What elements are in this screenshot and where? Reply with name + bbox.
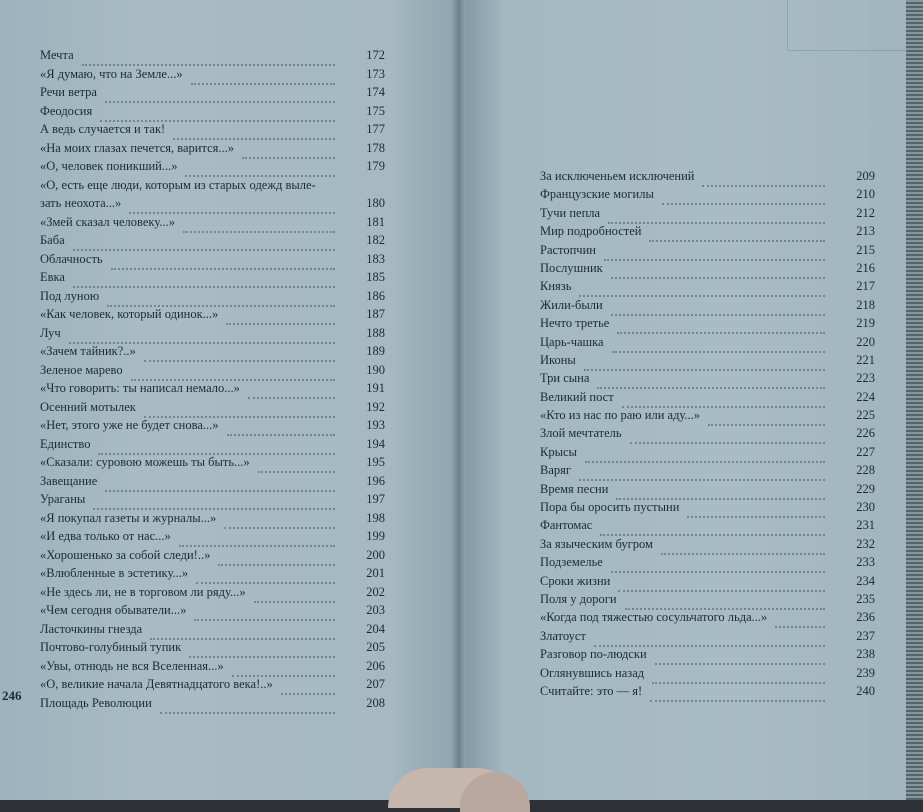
toc-entry xyxy=(540,277,875,295)
toc-entry-title: Подземелье xyxy=(540,555,603,570)
toc-entry-title: Разговор по-людски xyxy=(540,647,647,662)
toc-entry-page: 212 xyxy=(856,205,875,220)
toc-entry-title: «О, великие начала Девятнадцатого века!..» xyxy=(40,677,273,691)
toc-leader-dots xyxy=(218,546,335,566)
toc-entry-page: 213 xyxy=(856,224,875,239)
toc-entry xyxy=(540,443,875,461)
toc-entry-page: 207 xyxy=(366,677,385,691)
toc-entry xyxy=(540,222,875,240)
toc-entry xyxy=(540,498,875,516)
toc-entry xyxy=(40,657,385,676)
toc-entry-page: 220 xyxy=(856,334,875,349)
toc-leader-dots xyxy=(185,157,335,177)
toc-leader-dots xyxy=(242,139,335,159)
toc-leader-dots xyxy=(281,675,335,695)
toc-entry-title: Почтово-голубиный тупик xyxy=(40,640,182,654)
toc-entry-page: 234 xyxy=(856,573,875,588)
toc-entry-page: 188 xyxy=(366,325,385,340)
toc-entry xyxy=(40,83,385,102)
toc-entry xyxy=(40,102,385,121)
toc-entry-page: 181 xyxy=(366,214,385,229)
toc-leader-dots xyxy=(107,287,335,307)
toc-entry-title: Три сына xyxy=(540,371,590,386)
toc-entry-title: «Я покупал газеты и журналы...» xyxy=(40,510,217,525)
toc-entry xyxy=(540,480,875,498)
toc-entry-page: 221 xyxy=(856,352,875,367)
toc-entry-title: Князь xyxy=(540,279,572,294)
toc-entry xyxy=(540,369,875,387)
toc-entry-title: Нечто третье xyxy=(540,316,610,331)
toc-leader-dots xyxy=(622,388,825,408)
toc-entry xyxy=(40,398,385,417)
toc-entry-title: Речи ветра xyxy=(40,85,97,99)
toc-leader-dots xyxy=(73,231,335,251)
toc-entry-page: 177 xyxy=(366,122,385,136)
toc-leader-dots xyxy=(183,213,335,233)
toc-leader-dots xyxy=(597,369,825,389)
toc-entry-page: 217 xyxy=(856,279,875,294)
book-spine xyxy=(452,0,466,800)
toc-entry-title: «Не здесь ли, не в торговом ли ряду...» xyxy=(40,584,246,599)
toc-entry xyxy=(40,176,385,195)
toc-entry-title: Мечта xyxy=(40,48,74,62)
toc-entry xyxy=(540,241,875,259)
toc-entry xyxy=(40,157,385,176)
toc-entry-page: 236 xyxy=(856,610,875,625)
toc-entry-page: 185 xyxy=(366,270,385,284)
toc-entry-title: Зеленое марево xyxy=(40,362,123,377)
toc-leader-dots xyxy=(649,222,825,242)
toc-entry-title: «Увы, отнюдь не вся Вселенная...» xyxy=(40,658,224,673)
toc-entry-title: Пора бы оросить пустыни xyxy=(540,500,680,515)
toc-entry xyxy=(40,213,385,232)
toc-leader-dots xyxy=(585,443,825,463)
toc-entry-title: Ласточкины гнезда xyxy=(40,621,143,636)
toc-entry-title: Баба xyxy=(40,233,65,247)
toc-entry xyxy=(40,120,385,139)
toc-leader-dots xyxy=(173,120,335,140)
toc-entry-page: 226 xyxy=(856,426,875,441)
toc-entry-title: Единство xyxy=(40,436,91,451)
toc-entry-title: За языческим бугром xyxy=(540,536,653,551)
toc-leader-dots xyxy=(650,682,825,702)
toc-entry xyxy=(540,590,875,608)
toc-entry-title: «Когда под тяжестью сосульчатого льда...» xyxy=(540,610,768,625)
toc-leader-dots xyxy=(775,608,825,628)
toc-entry-title: Площадь Революции xyxy=(40,695,152,710)
toc-entry-title: Послушник xyxy=(540,260,603,275)
toc-left-column xyxy=(40,46,385,712)
toc-leader-dots xyxy=(254,583,335,603)
toc-entry-page: 182 xyxy=(366,233,385,247)
toc-entry-page: 237 xyxy=(856,628,875,643)
toc-entry-title: Под луною xyxy=(40,288,100,303)
toc-entry-page: 228 xyxy=(856,463,875,478)
toc-entry-page: 231 xyxy=(856,518,875,533)
toc-leader-dots xyxy=(687,498,825,518)
toc-leader-dots xyxy=(194,601,335,621)
toc-entry xyxy=(540,645,875,663)
toc-entry xyxy=(40,416,385,435)
toc-entry-title: «И едва только от нас...» xyxy=(40,529,171,543)
toc-entry-title: «На моих глазах печется, варится...» xyxy=(40,140,235,155)
toc-entry-page: 232 xyxy=(856,536,875,551)
toc-entry-page: 199 xyxy=(366,529,385,543)
toc-entry-page: 178 xyxy=(366,140,385,155)
toc-entry-title: Луч xyxy=(40,325,61,340)
toc-entry-page: 186 xyxy=(366,288,385,303)
toc-entry-page: 209 xyxy=(856,169,875,183)
toc-entry xyxy=(40,638,385,657)
toc-entry xyxy=(540,333,875,351)
toc-entry-page: 193 xyxy=(366,418,385,432)
toc-entry xyxy=(40,453,385,472)
toc-entry-title: зать неохота...» xyxy=(40,196,122,210)
toc-entry xyxy=(40,305,385,324)
toc-leader-dots xyxy=(160,694,335,714)
toc-entry-title: Злой мечтатель xyxy=(540,426,622,441)
toc-entry-title: Великий пост xyxy=(540,389,614,404)
toc-entry-title: Мир подробностей xyxy=(540,224,642,239)
toc-entry-title: «Змей сказал человеку...» xyxy=(40,214,175,229)
toc-entry-title: «Сказали: суровою можешь ты быть...» xyxy=(40,455,250,469)
toc-entry xyxy=(540,406,875,424)
toc-entry xyxy=(40,546,385,565)
toc-entry-title: Облачность xyxy=(40,251,103,266)
toc-leader-dots xyxy=(579,461,825,481)
toc-leader-dots xyxy=(227,416,335,436)
toc-entry-title: «Что говорить: ты написал немало...» xyxy=(40,381,240,395)
toc-leader-dots xyxy=(191,65,335,85)
toc-leader-dots xyxy=(82,46,335,66)
toc-leader-dots xyxy=(69,324,335,344)
toc-entry-page: 210 xyxy=(856,187,875,202)
toc-entry xyxy=(40,583,385,602)
toc-entry xyxy=(540,461,875,479)
toc-entry xyxy=(40,620,385,639)
toc-entry-page: 205 xyxy=(366,640,385,654)
toc-entry-page: 196 xyxy=(366,473,385,488)
toc-leader-dots xyxy=(111,250,335,270)
toc-entry-page: 179 xyxy=(366,159,385,173)
toc-entry xyxy=(540,553,875,571)
toc-leader-dots xyxy=(129,194,335,214)
toc-entry-page: 173 xyxy=(366,66,385,81)
toc-entry-page: 227 xyxy=(856,444,875,459)
toc-entry-page: 191 xyxy=(366,381,385,395)
toc-entry-title: Считайте: это — я! xyxy=(540,683,643,698)
toc-leader-dots xyxy=(611,296,825,316)
toc-entry-page: 229 xyxy=(856,481,875,496)
toc-entry-title: Златоуст xyxy=(540,628,586,643)
toc-entry-page: 235 xyxy=(856,591,875,606)
toc-entry-page: 206 xyxy=(366,658,385,673)
toc-entry-page: 187 xyxy=(366,307,385,321)
toc-entry-page: 233 xyxy=(856,555,875,570)
toc-entry-page: 224 xyxy=(856,389,875,404)
toc-entry xyxy=(40,46,385,65)
toc-entry-title: Феодосия xyxy=(40,103,93,118)
toc-leader-dots xyxy=(604,241,825,261)
toc-entry xyxy=(540,167,875,185)
toc-entry-title: Жили-были xyxy=(540,297,603,312)
toc-entry-title: «О, человек поникший...» xyxy=(40,159,178,173)
toc-entry-page: 215 xyxy=(856,242,875,257)
toc-leader-dots xyxy=(608,204,825,224)
toc-entry-title: «Влюбленные в эстетику...» xyxy=(40,566,189,580)
toc-entry-title: Иконы xyxy=(540,352,576,367)
toc-entry-title: Завещание xyxy=(40,473,98,488)
toc-leader-dots xyxy=(189,638,335,658)
toc-entry xyxy=(40,601,385,620)
toc-entry-title: «Хорошенько за собой следи!..» xyxy=(40,547,211,562)
toc-leader-dots xyxy=(248,379,335,399)
toc-leader-dots xyxy=(611,259,825,279)
toc-entry-title: «Я думаю, что на Земле...» xyxy=(40,66,183,81)
toc-entry-page: 239 xyxy=(856,665,875,680)
toc-leader-dots xyxy=(105,83,335,103)
toc-entry xyxy=(540,185,875,203)
toc-entry-title: Время песни xyxy=(540,481,609,496)
toc-entry xyxy=(40,342,385,361)
toc-entry-page: 180 xyxy=(366,196,385,210)
toc-right-column xyxy=(540,167,875,700)
toc-leader-dots xyxy=(617,314,825,334)
library-stamp xyxy=(787,0,908,51)
toc-entry-page: 216 xyxy=(856,260,875,275)
toc-entry-page: 225 xyxy=(856,408,875,423)
toc-entry-title: «О, есть еще люди, которым из старых одежд выле- xyxy=(40,177,316,192)
toc-entry-title: «Нет, этого уже не будет снова...» xyxy=(40,418,219,432)
toc-entry-title: «Зачем тайник?..» xyxy=(40,344,136,358)
toc-leader-dots xyxy=(258,453,335,473)
toc-entry-page: 219 xyxy=(856,316,875,331)
toc-entry-title: Фантомас xyxy=(540,518,593,533)
toc-entry xyxy=(40,435,385,454)
toc-entry xyxy=(540,296,875,314)
toc-entry-title: Крысы xyxy=(540,444,577,459)
toc-entry-title: Растопчин xyxy=(540,242,596,257)
toc-entry-page: 172 xyxy=(366,48,385,62)
toc-entry-title: «Как человек, который одинок...» xyxy=(40,307,219,321)
toc-entry-title: За исключеньем исключений xyxy=(540,169,695,183)
toc-entry-page: 208 xyxy=(366,695,385,710)
toc-leader-dots xyxy=(131,361,335,381)
toc-entry-title: А ведь случается и так! xyxy=(40,122,166,136)
toc-entry-title: «Чем сегодня обыватели...» xyxy=(40,603,187,617)
toc-leader-dots xyxy=(179,527,335,547)
toc-entry xyxy=(40,65,385,84)
toc-entry-title: Ураганы xyxy=(40,492,86,506)
toc-leader-dots xyxy=(616,480,825,500)
toc-entry xyxy=(540,664,875,682)
toc-leader-dots xyxy=(100,102,335,122)
toc-entry-page: 202 xyxy=(366,584,385,599)
toc-entry-page: 189 xyxy=(366,344,385,358)
toc-entry xyxy=(40,472,385,491)
toc-entry-title: Сроки жизни xyxy=(540,573,611,588)
book-page-edges xyxy=(906,0,923,800)
toc-leader-dots xyxy=(630,424,825,444)
toc-leader-dots xyxy=(226,305,335,325)
toc-entry-page: 200 xyxy=(366,547,385,562)
toc-entry xyxy=(40,139,385,158)
toc-leader-dots xyxy=(584,351,825,371)
toc-leader-dots xyxy=(661,535,825,555)
toc-leader-dots xyxy=(144,342,335,362)
toc-leader-dots xyxy=(625,590,825,610)
toc-leader-dots xyxy=(600,516,825,536)
toc-entry-title: Тучи пепла xyxy=(540,205,601,220)
toc-entry-page: 204 xyxy=(366,621,385,636)
toc-leader-dots xyxy=(662,185,825,205)
toc-entry xyxy=(40,231,385,250)
toc-entry xyxy=(40,361,385,380)
toc-entry xyxy=(540,516,875,534)
toc-entry-page: 240 xyxy=(856,683,875,698)
toc-leader-dots xyxy=(579,277,825,297)
toc-leader-dots xyxy=(150,620,335,640)
toc-entry-page: 192 xyxy=(366,399,385,414)
toc-leader-dots xyxy=(618,572,825,592)
toc-entry-page: 194 xyxy=(366,436,385,451)
toc-entry xyxy=(540,627,875,645)
toc-leader-dots xyxy=(196,564,335,584)
toc-entry xyxy=(40,268,385,287)
toc-entry xyxy=(40,250,385,269)
toc-entry-page: 201 xyxy=(366,566,385,580)
toc-entry xyxy=(540,314,875,332)
page-number: 246 xyxy=(2,688,22,703)
toc-leader-dots xyxy=(105,472,335,492)
toc-entry-title: Поля у дороги xyxy=(540,591,617,606)
toc-entry xyxy=(540,351,875,369)
toc-entry-page: 183 xyxy=(366,251,385,266)
toc-entry xyxy=(540,259,875,277)
toc-entry-title: Французские могилы xyxy=(540,187,654,202)
toc-entry xyxy=(540,608,875,626)
toc-entry-page: 218 xyxy=(856,297,875,312)
toc-leader-dots xyxy=(594,627,825,647)
toc-leader-dots xyxy=(232,657,335,677)
toc-leader-dots xyxy=(611,553,825,573)
toc-leader-dots xyxy=(655,645,825,665)
toc-entry-title: «Кто из нас по раю или аду...» xyxy=(540,408,701,423)
toc-leader-dots xyxy=(93,490,335,510)
toc-leader-dots xyxy=(98,435,335,455)
toc-entry xyxy=(40,527,385,546)
toc-entry xyxy=(540,682,875,700)
toc-entry xyxy=(540,424,875,442)
toc-entry-page: 230 xyxy=(856,500,875,515)
toc-entry-page: 174 xyxy=(366,85,385,99)
toc-entry-page: 238 xyxy=(856,647,875,662)
toc-leader-dots xyxy=(73,268,335,288)
toc-leader-dots xyxy=(652,664,825,684)
toc-entry-title: Осенний мотылек xyxy=(40,399,136,414)
toc-entry xyxy=(540,388,875,406)
toc-leader-dots xyxy=(612,333,825,353)
toc-leader-dots xyxy=(144,398,335,418)
toc-entry xyxy=(540,204,875,222)
toc-entry-title: Евка xyxy=(40,270,65,284)
toc-entry xyxy=(40,675,385,694)
toc-entry-page: 190 xyxy=(366,362,385,377)
toc-leader-dots xyxy=(702,167,825,187)
toc-entry-page: 203 xyxy=(366,603,385,617)
toc-entry xyxy=(40,490,385,509)
toc-entry xyxy=(40,379,385,398)
toc-entry-page: 175 xyxy=(366,103,385,118)
toc-entry-title: Оглянувшись назад xyxy=(540,665,645,680)
toc-entry xyxy=(40,564,385,583)
toc-entry xyxy=(540,535,875,553)
toc-entry-title: Царь-чашка xyxy=(540,334,604,349)
toc-leader-dots xyxy=(708,406,825,426)
toc-entry-page: 223 xyxy=(856,371,875,386)
toc-entry xyxy=(540,572,875,590)
toc-entry xyxy=(40,509,385,528)
toc-entry xyxy=(40,287,385,306)
toc-entry-title: Варяг xyxy=(540,463,572,478)
toc-entry xyxy=(40,194,385,213)
toc-entry xyxy=(40,324,385,343)
toc-entry-page: 195 xyxy=(366,455,385,469)
toc-entry xyxy=(40,694,385,713)
toc-entry-page: 197 xyxy=(366,492,385,506)
toc-entry-page: 198 xyxy=(366,510,385,525)
toc-leader-dots xyxy=(224,509,335,529)
